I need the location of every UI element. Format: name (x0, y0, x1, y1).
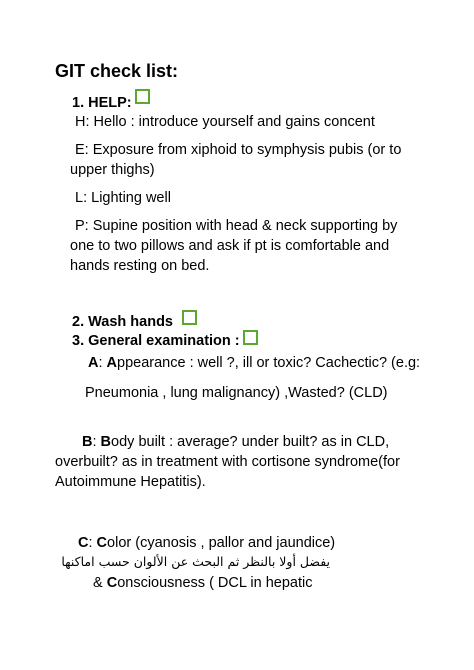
general-a-letter: A (88, 355, 99, 371)
general-c-arabic-note: يفضل أولا بالنظر ثم البحث عن الألوان حسب اماكنها (61, 554, 330, 569)
general-c-colon: : (88, 535, 97, 551)
general-checkbox[interactable] (243, 330, 258, 345)
help-number: 1. (72, 95, 85, 111)
general-b-rest: ody built : average? under built? as in CLD, (111, 434, 390, 450)
help-p-line2: one to two pillows and ask if pt is comfortable and (70, 238, 390, 254)
help-label: HELP: (88, 95, 132, 111)
general-a-colon: : (98, 355, 107, 371)
help-e-text1: : Exposure from xiphoid to symphysis pubis (or to (84, 142, 402, 158)
general-c-line1 (78, 534, 335, 552)
general-c2-first: C (106, 575, 118, 591)
help-h-line (75, 113, 375, 131)
help-p-line3: hands resting on bed. (70, 258, 210, 274)
wash-number: 2. (72, 314, 85, 330)
general-a-first: A (106, 355, 118, 371)
general-b-letter: B (82, 434, 93, 450)
general-c2-rest: onsciousness ( DCL in hepatic (117, 575, 313, 591)
general-a-line2: Pneumonia , lung malignancy) ,Wasted? (CLD) (85, 385, 388, 401)
general-c-amp: & (93, 575, 107, 591)
general-c-line3 (93, 574, 313, 592)
help-e-letter: E (75, 142, 85, 158)
page-title: GIT check list: (55, 61, 179, 81)
general-c-first: C (96, 535, 108, 551)
wash-checkbox[interactable] (182, 310, 197, 325)
help-p-text1: : Supine position with head & neck supporting by (84, 218, 398, 234)
general-b-line1 (82, 433, 389, 451)
help-e-line1 (75, 141, 401, 159)
help-l-text: : Lighting well (83, 190, 171, 206)
help-checkbox[interactable] (135, 89, 150, 104)
general-c-rest: olor (cyanosis , pallor and jaundice) (107, 535, 336, 551)
general-b-colon: : (92, 434, 101, 450)
general-label: General examination : (88, 333, 240, 349)
help-p-letter: P (75, 218, 85, 234)
help-p-line1 (75, 217, 397, 235)
wash-label: Wash hands (88, 314, 173, 330)
help-l-letter: L (75, 190, 84, 206)
general-b-first: B (100, 434, 112, 450)
general-c-letter: C (78, 535, 89, 551)
general-a-line1 (88, 354, 420, 372)
help-e-line2: upper thighs) (70, 162, 155, 178)
help-heading (72, 94, 132, 112)
help-h-text: : Hello : introduce yourself and gains concent (85, 114, 375, 130)
general-number: 3. (72, 333, 85, 349)
general-b-line3: Autoimmune Hepatitis). (55, 474, 206, 490)
help-h-letter: H (75, 114, 86, 130)
help-l-line (75, 189, 171, 207)
general-b-line2: overbuilt? as in treatment with cortisone syndrome(for (55, 454, 400, 470)
general-a-rest: ppearance : well ?, ill or toxic? Cachectic? (e.g: (117, 355, 421, 371)
general-heading (72, 332, 240, 350)
wash-heading (72, 313, 173, 331)
